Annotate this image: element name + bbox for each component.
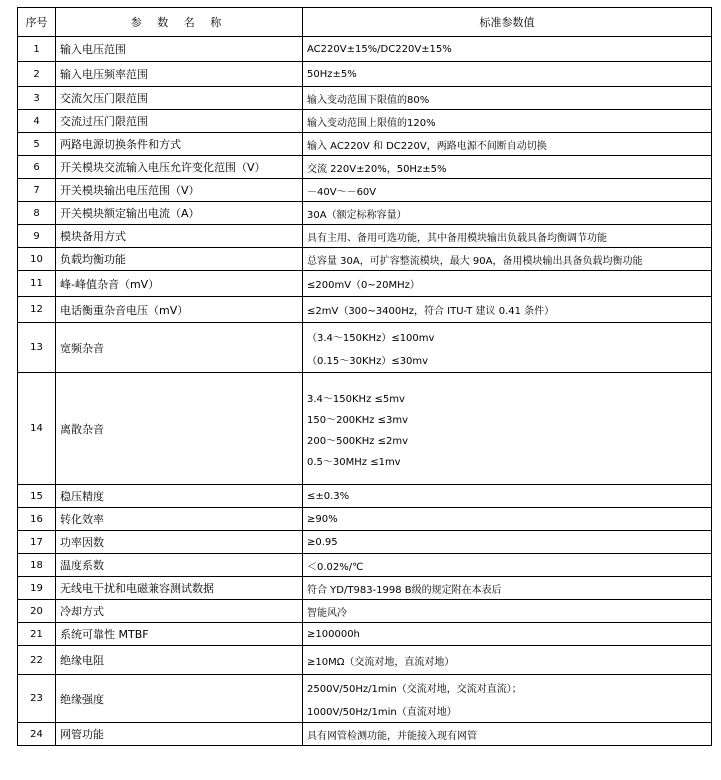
row-number: 13 (18, 323, 56, 373)
row-number: 8 (18, 202, 56, 225)
parameter-name: 功率因数 (56, 531, 303, 554)
value-line: 输入 AC220V 和 DC220V，两路电源不间断自动切换 (307, 140, 547, 152)
parameter-name: 峰-峰值杂音（mV） (56, 271, 303, 297)
table-row (18, 87, 712, 110)
row-number: 7 (18, 179, 56, 202)
row-number: 22 (18, 646, 56, 675)
parameter-value (303, 577, 712, 600)
table-row (18, 202, 712, 225)
table-row (18, 156, 712, 179)
value-line: 0.5～30MHz ≤1mv (307, 456, 401, 468)
parameter-value (303, 248, 712, 271)
table-row (18, 37, 712, 62)
parameter-value (303, 508, 712, 531)
parameter-name: 绝缘强度 (56, 675, 303, 723)
header-no: 序号 (18, 8, 56, 37)
parameter-table (17, 7, 712, 746)
value-line: 具有主用、备用可选功能，其中备用模块输出负载具备均衡调节功能 (307, 232, 607, 244)
header-row (18, 8, 712, 37)
value-line: ≤2mV（300~3400Hz，符合 ITU-T 建议 0.41 条件） (307, 306, 555, 317)
table-row (18, 225, 712, 248)
value-line: －40V～－60V (307, 186, 377, 198)
value-line: （0.15～30KHz）≤30mv (307, 355, 429, 367)
value-line: ≤200mV（0~20MHz） (307, 280, 420, 291)
parameter-name: 交流欠压门限范围 (56, 87, 303, 110)
parameter-name: 交流过压门限范围 (56, 110, 303, 133)
value-line: 智能风冷 (307, 607, 347, 619)
table-row (18, 297, 712, 323)
parameter-name: 两路电源切换条件和方式 (56, 133, 303, 156)
parameter-name: 冷却方式 (56, 600, 303, 623)
parameter-value (303, 225, 712, 248)
parameter-name: 稳压精度 (56, 485, 303, 508)
parameter-name: 开关模块输出电压范围（V） (56, 179, 303, 202)
parameter-name: 绝缘电阻 (56, 646, 303, 675)
parameter-value (303, 87, 712, 110)
table-row (18, 133, 712, 156)
value-line: 2500V/50Hz/1min（交流对地，交流对直流）； (307, 683, 522, 695)
parameter-name: 无线电干扰和电磁兼容测试数据 (56, 577, 303, 600)
table-row (18, 485, 712, 508)
value-line: 3.4～150KHz ≤5mv (307, 393, 405, 405)
table-row (18, 554, 712, 577)
parameter-value (303, 723, 712, 746)
row-number: 11 (18, 271, 56, 297)
parameter-value (303, 323, 712, 373)
value-line: 30A（额定标称容量） (307, 209, 407, 221)
row-number: 6 (18, 156, 56, 179)
parameter-value (303, 202, 712, 225)
value-line: 200～500KHz ≤2mv (307, 435, 409, 447)
parameter-name: 负载均衡功能 (56, 248, 303, 271)
parameter-value (303, 373, 712, 485)
value-line: 总容量 30A，可扩容整流模块，最大 90A，备用模块输出具备负载均衡功能 (307, 255, 643, 267)
row-number: 17 (18, 531, 56, 554)
row-number: 3 (18, 87, 56, 110)
row-number: 1 (18, 37, 56, 62)
value-line: 50Hz±5% (307, 68, 357, 80)
parameter-value (303, 297, 712, 323)
value-line: ≤±0.3% (307, 490, 350, 502)
row-number: 5 (18, 133, 56, 156)
value-line: AC220V±15%/DC220V±15% (307, 43, 452, 55)
table-row (18, 577, 712, 600)
value-line: 1000V/50Hz/1min（直流对地） (307, 706, 457, 718)
parameter-name: 模块备用方式 (56, 225, 303, 248)
header-value: 标准参数值 (303, 8, 712, 37)
parameter-value (303, 179, 712, 202)
parameter-value (303, 531, 712, 554)
parameter-name: 离散杂音 (56, 373, 303, 485)
parameter-name: 开关模块额定输出电流（A） (56, 202, 303, 225)
value-line: 具有网管检测功能，并能接入现有网管 (307, 730, 477, 742)
value-line: ≥10MΩ（交流对地，直流对地） (307, 656, 455, 668)
row-number: 9 (18, 225, 56, 248)
row-number: 18 (18, 554, 56, 577)
table-row (18, 373, 712, 485)
table-row (18, 508, 712, 531)
row-number: 23 (18, 675, 56, 723)
value-line: ＜0.02%/℃ (307, 561, 364, 573)
table-row (18, 623, 712, 646)
parameter-value (303, 133, 712, 156)
row-number: 21 (18, 623, 56, 646)
row-number: 2 (18, 62, 56, 87)
parameter-name: 转化效率 (56, 508, 303, 531)
value-line: ≥0.95 (307, 536, 338, 548)
row-number: 10 (18, 248, 56, 271)
row-number: 24 (18, 723, 56, 746)
table-row (18, 675, 712, 723)
parameter-name: 开关模块交流输入电压允许变化范围（V） (56, 156, 303, 179)
parameter-value (303, 271, 712, 297)
row-number: 20 (18, 600, 56, 623)
table-row (18, 531, 712, 554)
parameter-name: 系统可靠性 MTBF (56, 623, 303, 646)
parameter-value (303, 646, 712, 675)
parameter-value (303, 37, 712, 62)
row-number: 16 (18, 508, 56, 531)
parameter-value (303, 675, 712, 723)
table-row (18, 600, 712, 623)
table-row (18, 62, 712, 87)
table-row (18, 248, 712, 271)
value-line: ≥90% (307, 513, 338, 525)
table-row (18, 723, 712, 746)
parameter-name: 输入电压范围 (56, 37, 303, 62)
row-number: 15 (18, 485, 56, 508)
parameter-name: 宽频杂音 (56, 323, 303, 373)
parameter-value (303, 110, 712, 133)
table-row (18, 323, 712, 373)
row-number: 19 (18, 577, 56, 600)
parameter-name: 网管功能 (56, 723, 303, 746)
value-line: ≥100000h (307, 628, 360, 640)
parameter-name: 电话衡重杂音电压（mV） (56, 297, 303, 323)
table-row (18, 110, 712, 133)
parameter-value (303, 485, 712, 508)
parameter-value (303, 62, 712, 87)
header-name: 参 数 名 称 (56, 8, 303, 37)
parameter-value (303, 156, 712, 179)
parameter-value (303, 554, 712, 577)
value-line: （3.4～150KHz）≤100mv (307, 332, 435, 344)
value-line: 输入变动范围上限值的120% (307, 117, 436, 129)
row-number: 4 (18, 110, 56, 133)
row-number: 14 (18, 373, 56, 485)
value-line: 150～200KHz ≤3mv (307, 414, 409, 426)
table-row (18, 271, 712, 297)
parameter-name: 温度系数 (56, 554, 303, 577)
parameter-value (303, 623, 712, 646)
value-line: 交流 220V±20%，50Hz±5% (307, 163, 447, 175)
table-row (18, 646, 712, 675)
value-line: 输入变动范围下限值的80% (307, 94, 430, 106)
table-row (18, 179, 712, 202)
parameter-value (303, 600, 712, 623)
parameter-name: 输入电压频率范围 (56, 62, 303, 87)
value-line: 符合 YD/T983-1998 B级的规定附在本表后 (307, 584, 502, 596)
row-number: 12 (18, 297, 56, 323)
